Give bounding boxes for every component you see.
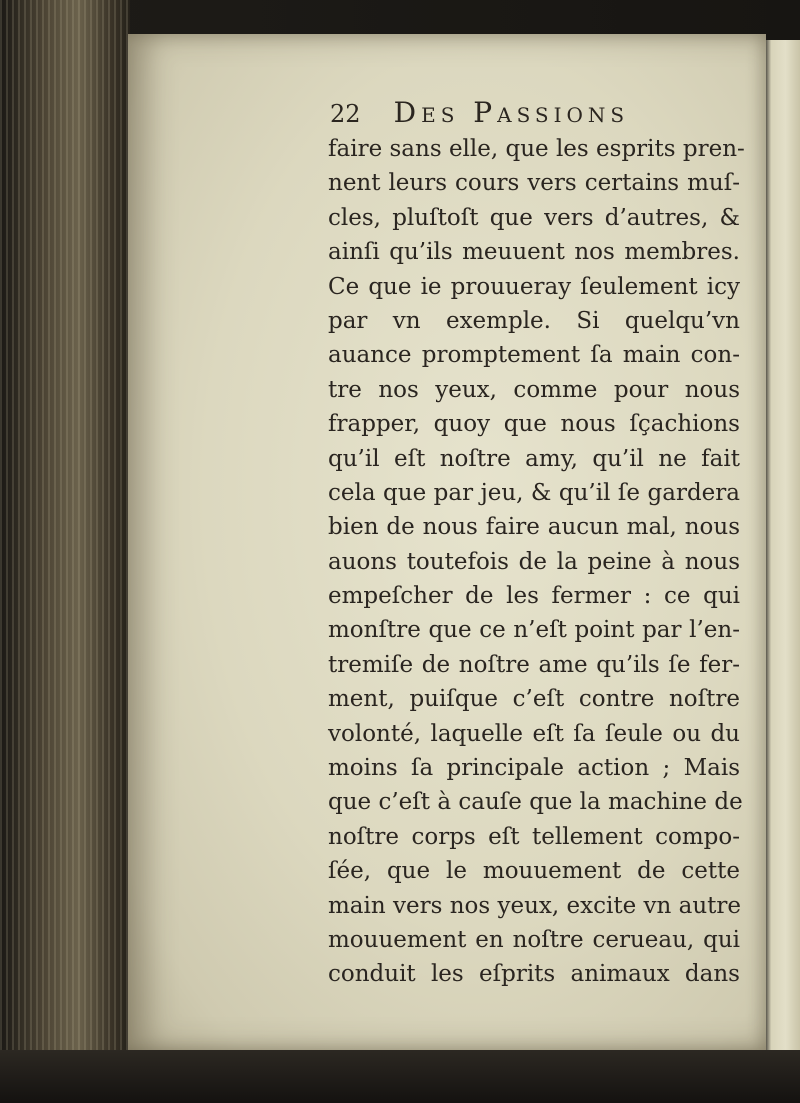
text-line: auons toutefois de la peine à nous: [328, 548, 740, 575]
text-line: tremiſe de noſtre ame qu’ils ſe fer-: [328, 651, 740, 678]
page-number: 22: [330, 100, 361, 128]
bottom-shadow: [0, 1050, 800, 1103]
text-line: faire sans elle, que les esprits pren-: [328, 136, 745, 162]
text-line: volonté, laquelle eſt ſa ſeule ou du: [328, 720, 740, 747]
text-line: ſée, que le mouuement de cette: [328, 858, 740, 885]
text-line: cela que par jeu, & qu’il ſe gardera: [328, 479, 740, 506]
text-line: nent leurs cours vers certains muſ-: [328, 170, 740, 197]
text-line: auance promptement ſa main con-: [328, 342, 740, 369]
text-line: tre nos yeux, comme pour nous: [328, 376, 740, 403]
text-line: empeſcher de les fermer : ce qui: [328, 583, 740, 610]
text-line: mouuement en noſtre cerueau, qui: [328, 926, 740, 953]
text-line: qu’il eſt noſtre amy, qu’il ne fait: [328, 445, 740, 472]
text-line: ment, puiſque c’eſt contre noſtre: [328, 686, 740, 713]
text-line: frapper, quoy que nous ſçachions: [328, 411, 740, 438]
text-line: conduit les eſprits animaux dans: [328, 961, 740, 988]
book-binding: [0, 0, 130, 1103]
running-title: Des Passions: [393, 96, 630, 129]
facing-page-edge: [764, 40, 800, 1060]
text-line: que c’eſt à cauſe que la machine de: [328, 789, 743, 816]
text-line: main vers nos yeux, excite vn autre: [328, 892, 741, 919]
text-line: monſtre que ce n’eſt point par l’en-: [328, 617, 740, 644]
text-line: par vn exemple. Si quelqu’vn: [328, 307, 740, 334]
text-line: cles, pluſtoſt que vers d’autres, &: [328, 204, 740, 231]
text-line: bien de nous faire aucun mal, nous: [328, 514, 740, 541]
page-header: [330, 96, 730, 132]
text-line: noſtre corps eſt tellement compo-: [328, 823, 740, 850]
text-line: moins ſa principale action ; Mais: [328, 755, 740, 782]
body-text: [328, 132, 745, 992]
text-line: ainſi qu’ils meuuent nos membres.: [328, 239, 740, 266]
text-line: Ce que ie prouueray ſeulement icy: [328, 273, 740, 300]
